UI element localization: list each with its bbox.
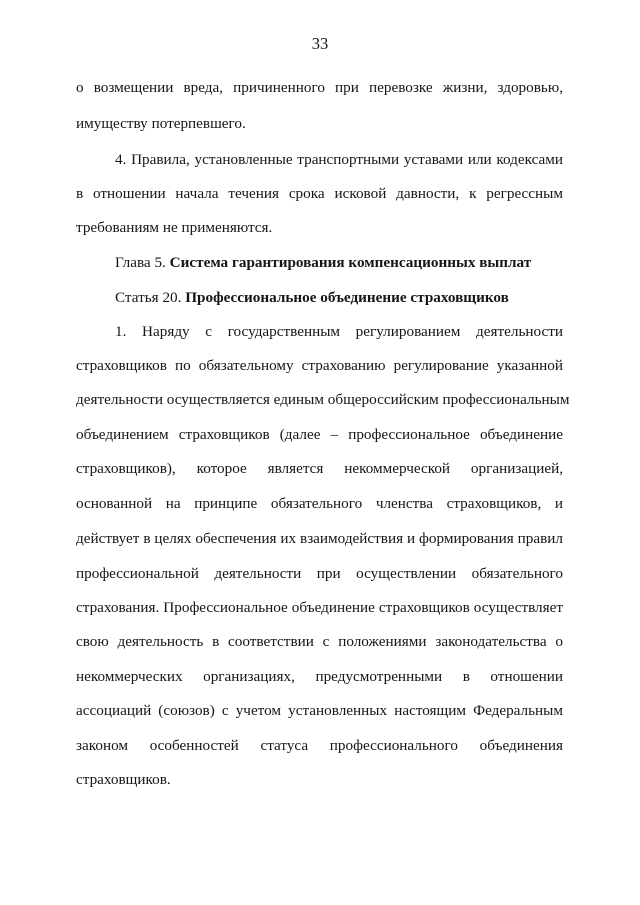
page-number: 33	[311, 34, 329, 53]
text-line: свою деятельность в соответствии с положениями законодательства о	[76, 633, 563, 650]
text-line: 4. Правила, установленные транспортными уставами или кодексами	[115, 151, 563, 168]
text-line: законом особенностей статуса профессионального объединения	[76, 737, 563, 754]
chapter-heading	[115, 253, 563, 273]
text-line: профессиональной деятельности при осуществлении обязательного	[76, 565, 563, 582]
text-line: страховщиков по обязательному страхованию регулирование указанной	[76, 357, 563, 374]
text-line: страховщиков), которое является некоммерческой организацией,	[76, 460, 563, 477]
text-line: деятельности осуществляется единым общероссийским профессиональным	[76, 391, 570, 408]
article-heading	[115, 288, 563, 308]
text-line: основанной на принципе обязательного членства страховщиков, и	[76, 495, 563, 512]
text-line: объединением страховщиков (далее – профессиональное объединение	[76, 426, 563, 443]
text-line: требованиям не применяются.	[76, 219, 273, 236]
article-title: Профессиональное объединение страховщиков	[185, 289, 509, 306]
text-line: страхования. Профессиональное объединение страховщиков осуществляет	[76, 599, 563, 616]
chapter-prefix: Глава 5.	[115, 254, 170, 271]
text-line: имуществу потерпевшего.	[76, 115, 246, 132]
text-line: о возмещении вреда, причиненного при перевозке жизни, здоровью,	[76, 79, 563, 96]
text-line: в отношении начала течения срока исковой давности, к регрессным	[76, 185, 563, 202]
article-prefix: Статья 20.	[115, 289, 186, 306]
chapter-title: Система гарантирования компенсационных выплат	[169, 254, 532, 271]
text-line: 1. Наряду с государственным регулированием деятельности	[115, 323, 563, 340]
text-line: некоммерческих организациях, предусмотренными в отношении	[76, 668, 563, 685]
text-line: страховщиков.	[76, 771, 171, 788]
text-line: действует в целях обеспечения их взаимодействия и формирования правил	[76, 530, 563, 547]
text-line: ассоциаций (союзов) с учетом установленных настоящим Федеральным	[76, 702, 563, 719]
